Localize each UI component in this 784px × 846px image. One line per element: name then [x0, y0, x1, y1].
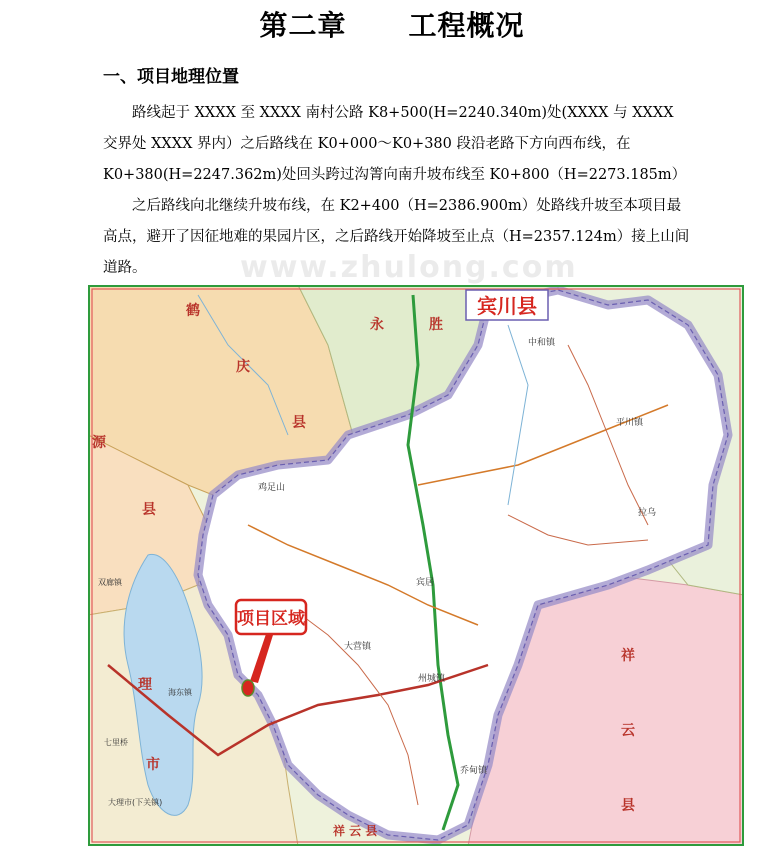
label-xiangyun-1: 祥 — [621, 648, 635, 664]
place-jizushan: 鸡足山 — [258, 483, 286, 493]
place-binju: 宾居 — [416, 578, 435, 588]
place-zhonghe: 中和镇 — [528, 338, 556, 348]
paragraph-route-end: 之后路线向北继续升坡布线，在 K2+400（H=2386.900m）处路线升坡至本项目最高点，避开了因征地难的果园片区，之后路线开始降坡至止点（H=2357.124m）接上山间道路。 — [103, 198, 690, 276]
label-xiangyun-3: 县 — [621, 798, 635, 814]
label-heqing-3: 县 — [292, 415, 306, 431]
label-yongsheng-2: 胜 — [429, 317, 443, 333]
label-eryuan-1: 源 — [92, 435, 106, 451]
label-heqing-2: 庆 — [236, 359, 250, 375]
place-daying: 大营镇 — [344, 642, 372, 652]
section-heading: 一、项目地理位置 — [103, 67, 239, 87]
label-dali-2: 市 — [146, 757, 160, 773]
county-title: 宾川县 — [477, 294, 537, 318]
place-haidong: 海东镇 — [168, 688, 192, 697]
label-xiangyun-2: 云 — [621, 723, 635, 739]
location-map — [88, 285, 744, 846]
place-lawu: 拉乌 — [638, 508, 657, 518]
project-label: 项目区域 — [237, 609, 305, 629]
label-dali-1: 理 — [138, 677, 152, 693]
chapter-number: 第二章 — [259, 9, 347, 42]
place-pingchuan: 平川镇 — [616, 418, 644, 428]
chapter-name: 工程概况 — [408, 9, 525, 42]
chapter-title — [0, 4, 784, 44]
label-eryuan-2: 县 — [142, 502, 156, 518]
watermark: www.zhulong.com — [240, 250, 578, 285]
label-yongsheng-1: 永 — [370, 317, 384, 333]
place-zhoucheng: 州城镇 — [418, 674, 446, 684]
label-xiangyun-bottom: 祥 云 县 — [333, 824, 378, 838]
place-qiaohou: 乔甸镇 — [460, 766, 488, 776]
paragraph-route-start: 路线起于 XXXX 至 XXXX 南村公路 K8+500(H=2240.340m)处(XXXX 与 XXXX 交界处 XXXX 界内）之后路线在 K0+000～K0+380 段沿老路下方向西布线，在 K0+380(H=2247.362m)处回头跨过沟箐向南升坡布线至 K0+800（H=2273.185m） — [103, 105, 687, 183]
place-xiaguan: 大理市(下关镇) — [108, 798, 163, 807]
place-shuangla: 双廊镇 — [98, 578, 122, 587]
project-marker — [242, 680, 254, 696]
place-qilixiao: 七里桥 — [104, 738, 128, 747]
label-heqing-1: 鹤 — [186, 303, 200, 319]
